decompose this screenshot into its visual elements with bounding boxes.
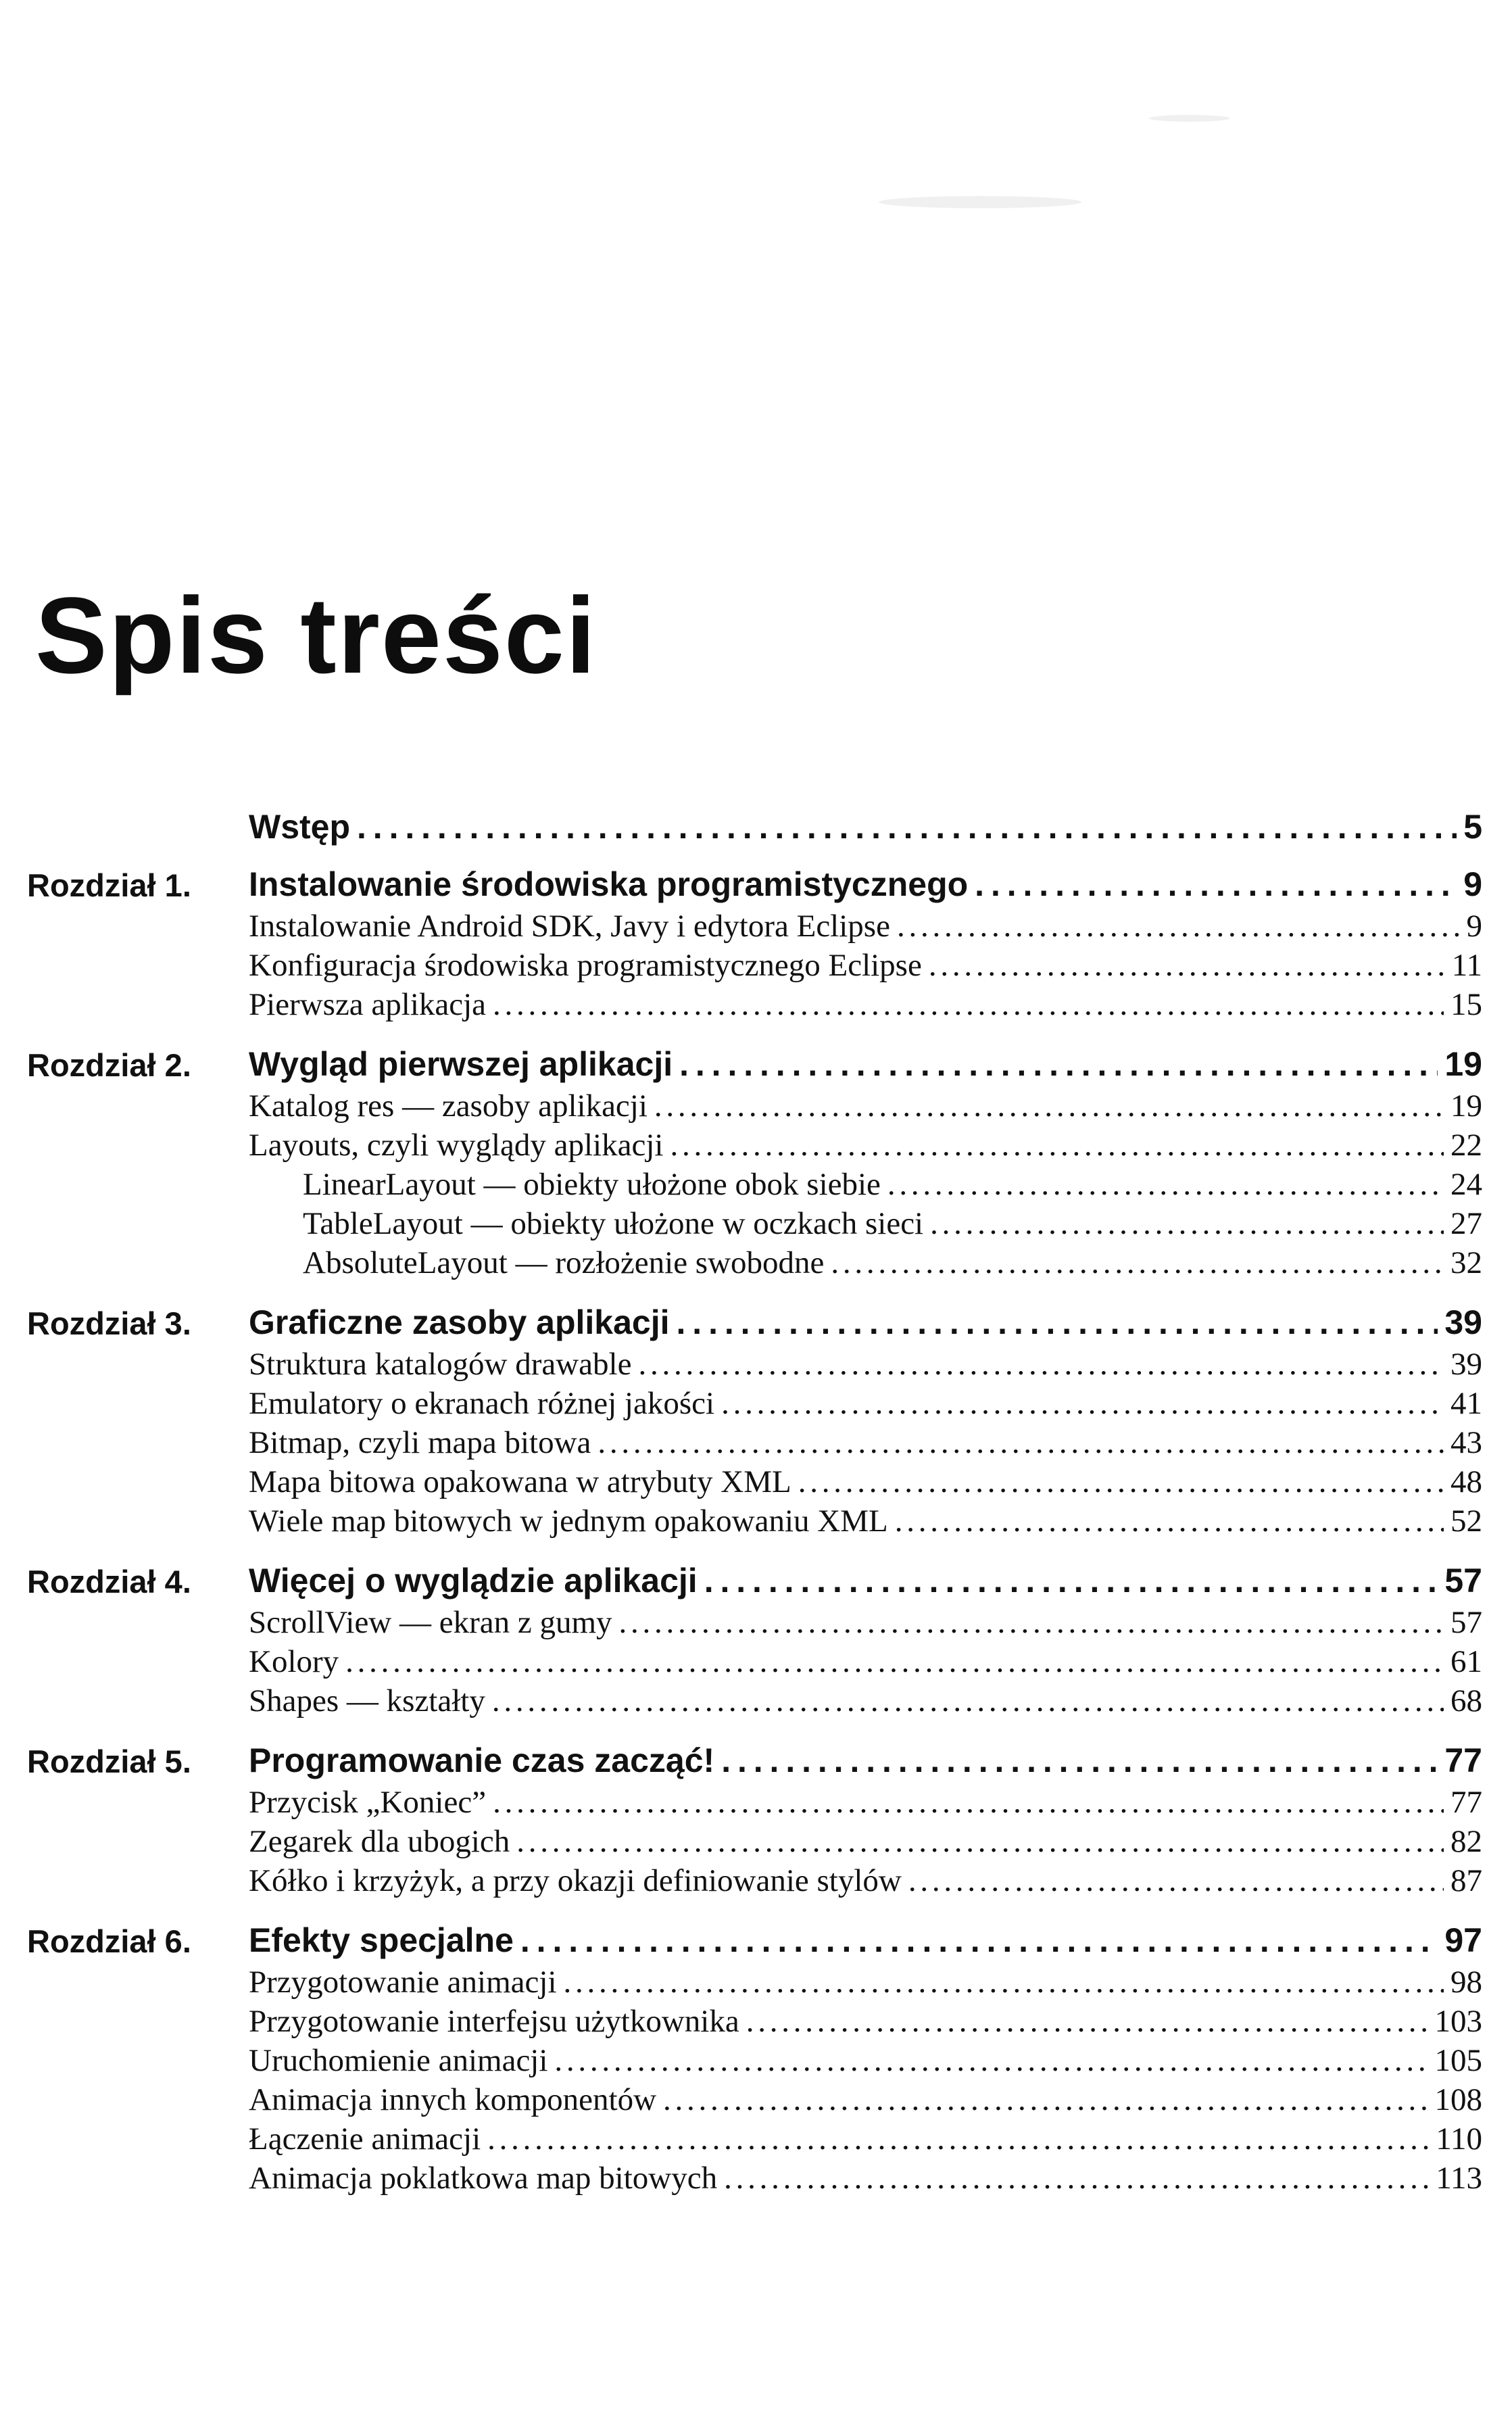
toc-entry-section[interactable] xyxy=(303,1165,1482,1204)
toc-entry-section[interactable] xyxy=(249,1783,1482,1822)
chapter-spacer xyxy=(0,1541,1512,1558)
chapter-block xyxy=(0,1300,1512,1558)
entry-page-number: 41 xyxy=(1450,1386,1482,1421)
entry-title: Bitmap, czyli mapa bitowa xyxy=(249,1425,591,1460)
toc-entry-section[interactable] xyxy=(303,1243,1482,1282)
entry-title: TableLayout — obiekty ułożone w oczkach sieci xyxy=(303,1206,924,1241)
dot-leader xyxy=(493,1783,1444,1822)
chapter-block xyxy=(0,862,1512,1042)
entry-title: Mapa bitowa opakowana w atrybuty XML xyxy=(249,1464,791,1499)
toc-entry-chapter[interactable] xyxy=(249,1558,1482,1603)
dot-leader xyxy=(638,1345,1444,1384)
entry-page-number: 57 xyxy=(1444,1562,1482,1600)
dot-leader xyxy=(520,1918,1438,1963)
entry-page-number: 5 xyxy=(1463,808,1482,846)
chapter-label: Rozdział 6. xyxy=(27,1923,191,1959)
page-title: Spis treści xyxy=(35,575,598,696)
entry-title: ScrollView — ekran z gumy xyxy=(249,1605,612,1640)
entry-page-number: 19 xyxy=(1444,1045,1482,1083)
toc-entry-section[interactable] xyxy=(249,1086,1482,1126)
toc-entry-section[interactable] xyxy=(249,1501,1482,1541)
chapter-block xyxy=(0,1042,1512,1300)
toc-entry-section[interactable] xyxy=(249,1861,1482,1900)
toc-entry-chapter[interactable] xyxy=(249,862,1482,907)
dot-leader xyxy=(345,1642,1444,1681)
dot-leader xyxy=(670,1126,1444,1165)
dot-leader xyxy=(554,2041,1428,2080)
dot-leader xyxy=(887,1165,1444,1204)
chapter-spacer xyxy=(0,2198,1512,2215)
chapter-spacer xyxy=(0,1024,1512,1042)
dot-leader xyxy=(516,1822,1444,1861)
chapter-label: Rozdział 4. xyxy=(27,1564,191,1600)
entry-page-number: 68 xyxy=(1450,1683,1482,1718)
entry-page-number: 43 xyxy=(1450,1425,1482,1460)
chapter-list xyxy=(0,862,1512,2215)
entry-title: Shapes — kształty xyxy=(249,1683,485,1718)
toc-entry-section[interactable] xyxy=(249,985,1482,1024)
scan-smudge xyxy=(879,196,1081,208)
dot-leader xyxy=(929,946,1445,985)
entry-title: Struktura katalogów drawable xyxy=(249,1347,632,1382)
entry-title: Przygotowanie animacji xyxy=(249,1965,557,2000)
entry-page-number: 24 xyxy=(1450,1167,1482,1202)
toc-entry-intro[interactable] xyxy=(249,804,1482,849)
toc-entry-section[interactable] xyxy=(249,1345,1482,1384)
toc-entry-section[interactable] xyxy=(249,1603,1482,1642)
scan-smudge xyxy=(1149,115,1230,122)
entry-title: Instalowanie środowiska programistycznego xyxy=(249,865,969,903)
chapter-spacer xyxy=(0,1900,1512,1918)
entry-page-number: 57 xyxy=(1450,1605,1482,1640)
entry-title: Wiele map bitowych w jednym opakowaniu XML xyxy=(249,1504,888,1539)
entry-title: Przygotowanie interfejsu użytkownika xyxy=(249,2004,739,2039)
dot-leader xyxy=(677,1300,1438,1345)
entry-title: Wygląd pierwszej aplikacji xyxy=(249,1045,673,1083)
toc-entry-section[interactable] xyxy=(249,946,1482,985)
dot-leader xyxy=(895,1501,1444,1541)
entry-page-number: 87 xyxy=(1450,1863,1482,1898)
toc-entry-section[interactable] xyxy=(249,2119,1482,2159)
entry-page-number: 27 xyxy=(1450,1206,1482,1241)
toc-entry-section[interactable] xyxy=(249,1822,1482,1861)
entry-page-number: 19 xyxy=(1450,1088,1482,1124)
entry-page-number: 110 xyxy=(1436,2121,1482,2157)
entry-page-number: 105 xyxy=(1434,2043,1482,2078)
dot-leader xyxy=(897,907,1460,946)
entry-title: Layouts, czyli wyglądy aplikacji xyxy=(249,1128,664,1163)
dot-leader xyxy=(831,1243,1444,1282)
chapter-spacer xyxy=(0,1282,1512,1300)
entry-title: Wstęp xyxy=(249,808,350,846)
toc-entry-section[interactable] xyxy=(249,2080,1482,2119)
entry-title: Programowanie czas zacząć! xyxy=(249,1741,715,1779)
toc-entry-section[interactable] xyxy=(249,1681,1482,1721)
dot-leader xyxy=(357,804,1457,849)
chapter-label: Rozdział 2. xyxy=(27,1047,191,1083)
entry-title: Animacja innych komponentów xyxy=(249,2082,657,2117)
entry-title: LinearLayout — obiekty ułożone obok siebie xyxy=(303,1167,881,1202)
entry-title: Kółko i krzyżyk, a przy okazji definiowanie stylów xyxy=(249,1863,902,1898)
dot-leader xyxy=(679,1042,1438,1086)
entry-title: Efekty specjalne xyxy=(249,1921,514,1959)
entry-title: Łączenie animacji xyxy=(249,2121,481,2157)
dot-leader xyxy=(493,985,1444,1024)
dot-leader xyxy=(746,2002,1428,2041)
toc-entry-section[interactable] xyxy=(249,2041,1482,2080)
entry-title: Zegarek dla ubogich xyxy=(249,1824,510,1859)
dot-leader xyxy=(654,1086,1444,1126)
entry-title: Pierwsza aplikacja xyxy=(249,987,487,1022)
chapter-label: Rozdział 1. xyxy=(27,867,191,903)
entry-page-number: 32 xyxy=(1450,1245,1482,1280)
entry-title: AbsoluteLayout — rozłożenie swobodne xyxy=(303,1245,825,1280)
entry-page-number: 113 xyxy=(1436,2161,1482,2196)
entry-page-number: 108 xyxy=(1434,2082,1482,2117)
dot-leader xyxy=(930,1204,1444,1243)
toc-entry-section[interactable] xyxy=(249,1642,1482,1681)
chapter-block xyxy=(0,1558,1512,1738)
chapter-block xyxy=(0,1738,1512,1918)
entry-page-number: 15 xyxy=(1450,987,1482,1022)
toc-entry-chapter[interactable] xyxy=(249,1042,1482,1086)
dot-leader xyxy=(724,2159,1429,2198)
entry-page-number: 77 xyxy=(1444,1741,1482,1779)
chapter-block xyxy=(0,1918,1512,2215)
toc-entry-chapter[interactable] xyxy=(249,1300,1482,1345)
entry-title: Graficzne zasoby aplikacji xyxy=(249,1303,670,1341)
entry-page-number: 48 xyxy=(1450,1464,1482,1499)
entry-title: Instalowanie Android SDK, Javy i edytora Eclipse xyxy=(249,909,890,944)
chapter-label: Rozdział 5. xyxy=(27,1743,191,1779)
entry-page-number: 22 xyxy=(1450,1128,1482,1163)
toc-entry-section[interactable] xyxy=(249,1126,1482,1165)
toc-entry-section[interactable] xyxy=(249,1963,1482,2002)
toc-entry-section[interactable] xyxy=(249,2002,1482,2041)
chapter-spacer xyxy=(0,1721,1512,1738)
entry-page-number: 39 xyxy=(1444,1303,1482,1341)
dot-leader xyxy=(704,1558,1438,1603)
entry-title: Konfiguracja środowiska programistycznego Eclipse xyxy=(249,948,922,983)
entry-page-number: 82 xyxy=(1450,1824,1482,1859)
entry-page-number: 103 xyxy=(1434,2004,1482,2039)
toc-intro xyxy=(0,804,1512,862)
entry-page-number: 9 xyxy=(1466,909,1482,944)
entry-page-number: 77 xyxy=(1450,1785,1482,1820)
dot-leader xyxy=(487,2119,1429,2159)
dot-leader xyxy=(663,2080,1428,2119)
toc-entry-section[interactable] xyxy=(303,1204,1482,1243)
entry-page-number: 61 xyxy=(1450,1644,1482,1679)
toc-entry-section[interactable] xyxy=(249,1423,1482,1462)
toc-entry-chapter[interactable] xyxy=(249,1918,1482,1963)
table-of-contents xyxy=(0,804,1512,2215)
toc-entry-section[interactable] xyxy=(249,2159,1482,2198)
dot-leader xyxy=(908,1861,1444,1900)
entry-title: Uruchomienie animacji xyxy=(249,2043,548,2078)
entry-title: Przycisk „Koniec” xyxy=(249,1785,487,1820)
dot-leader xyxy=(619,1603,1444,1642)
dot-leader xyxy=(492,1681,1444,1721)
dot-leader xyxy=(598,1423,1444,1462)
toc-entry-section[interactable] xyxy=(249,907,1482,946)
entry-page-number: 98 xyxy=(1450,1965,1482,2000)
entry-title: Więcej o wyglądzie aplikacji xyxy=(249,1562,698,1600)
chapter-label: Rozdział 3. xyxy=(27,1305,191,1341)
entry-page-number: 9 xyxy=(1463,865,1482,903)
entry-page-number: 97 xyxy=(1444,1921,1482,1959)
entry-title: Emulatory o ekranach różnej jakości xyxy=(249,1386,715,1421)
toc-entry-section[interactable] xyxy=(249,1384,1482,1423)
entry-title: Kolory xyxy=(249,1644,339,1679)
dot-leader xyxy=(975,862,1457,907)
toc-entry-chapter[interactable] xyxy=(249,1738,1482,1783)
dot-leader xyxy=(798,1462,1444,1501)
dot-leader xyxy=(721,1738,1438,1783)
entry-title: Katalog res — zasoby aplikacji xyxy=(249,1088,648,1124)
dot-leader xyxy=(564,1963,1444,2002)
entry-page-number: 11 xyxy=(1451,948,1482,983)
entry-page-number: 52 xyxy=(1450,1504,1482,1539)
entry-page-number: 39 xyxy=(1450,1347,1482,1382)
toc-entry-section[interactable] xyxy=(249,1462,1482,1501)
entry-title: Animacja poklatkowa map bitowych xyxy=(249,2161,718,2196)
dot-leader xyxy=(721,1384,1444,1423)
